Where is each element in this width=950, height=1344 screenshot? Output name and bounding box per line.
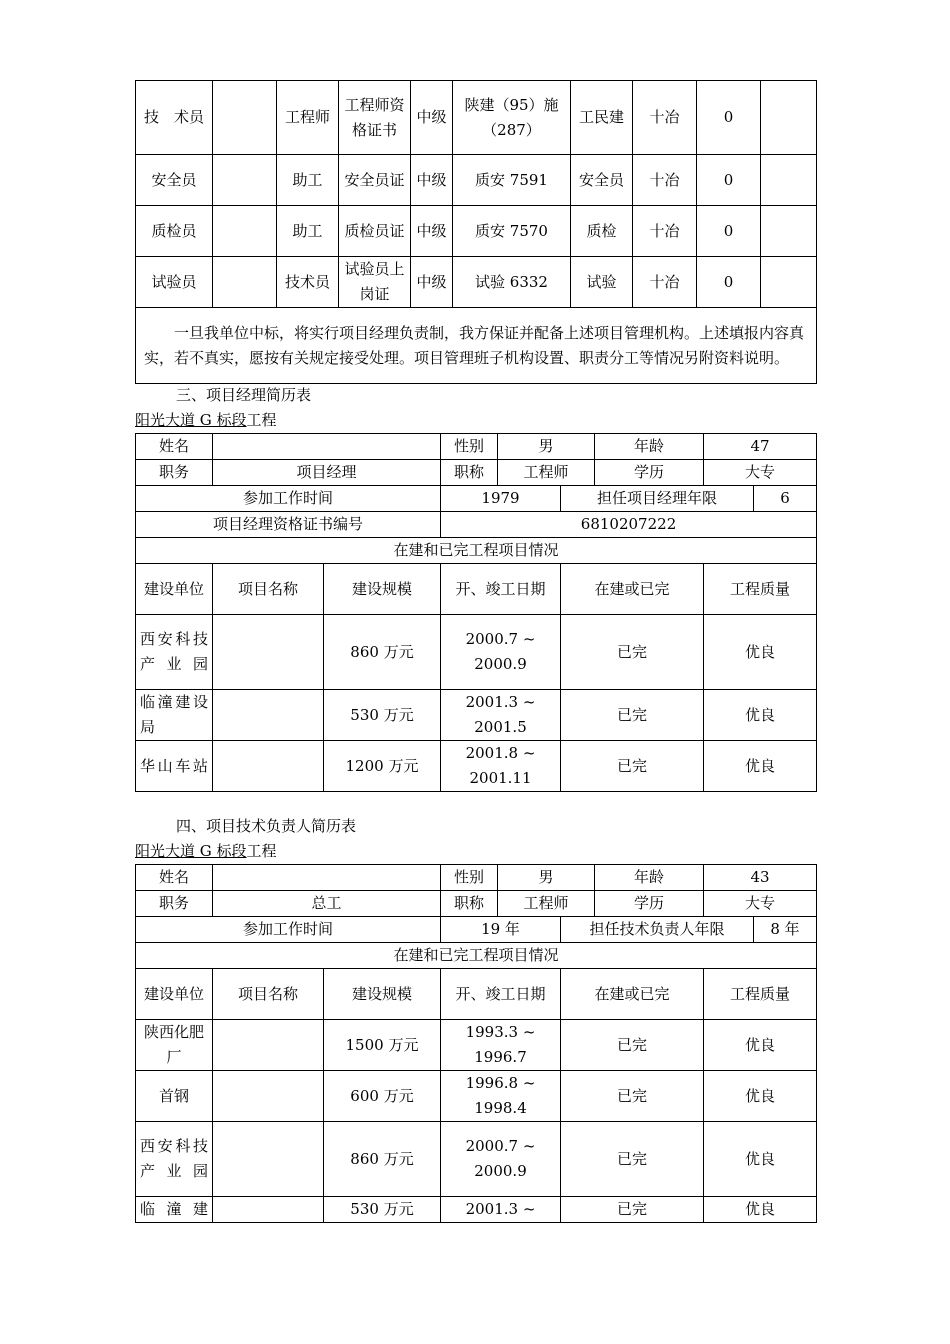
specialty-cell: 试验 — [571, 257, 633, 308]
name-label: 姓名 — [136, 865, 213, 891]
project-start: 2001.8 ~ — [465, 744, 536, 762]
age-label: 年龄 — [595, 434, 704, 460]
project-scale: 1500 万元 — [324, 1020, 441, 1071]
role-cell: 技 术员 — [136, 81, 213, 155]
section3-project-suffix: 工程 — [246, 411, 277, 429]
commitment-note: 一旦我单位中标，将实行项目经理负责制，我方保证并配备上述项目管理机构。上述填报内容真实，若不真实，愿按有关规定接受处理。项目管理班子机构设置、职责分工等情况另附资料说明。 — [136, 308, 817, 384]
pm-resume-table — [135, 433, 817, 792]
pm-years-label: 担任项目经理年限 — [561, 486, 754, 512]
gender-label: 性别 — [441, 434, 498, 460]
cert-no-cell: 陕建（95）施（287） — [453, 81, 571, 155]
project-dates — [441, 1020, 561, 1071]
project-quality: 优良 — [704, 1197, 817, 1223]
table-row — [136, 1071, 817, 1122]
table-row — [136, 741, 817, 792]
title-value: 工程师 — [498, 891, 595, 917]
project-status: 已完 — [561, 741, 704, 792]
project-dates — [441, 690, 561, 741]
education-value: 大专 — [704, 891, 817, 917]
name-cell — [213, 257, 277, 308]
project-status: 已完 — [561, 690, 704, 741]
level-cell: 中级 — [411, 81, 453, 155]
project-end: 2001.11 — [469, 769, 532, 787]
header-scale: 建设规模 — [324, 564, 441, 615]
level-cell: 中级 — [411, 206, 453, 257]
section3-project-line — [135, 408, 277, 433]
table-row — [136, 206, 817, 257]
unit-cell: 十冶 — [633, 155, 697, 206]
project-dates — [441, 1197, 561, 1223]
header-status: 在建或已完 — [561, 564, 704, 615]
header-dates: 开、竣工日期 — [441, 969, 561, 1020]
project-name — [213, 690, 324, 741]
table-row — [136, 81, 817, 155]
project-unit: 临潼建设局 — [136, 690, 213, 741]
gender-value: 男 — [498, 434, 595, 460]
project-unit: 西安科技产业园 — [136, 615, 213, 690]
name-cell — [213, 81, 277, 155]
project-start: 2000.7 ~ — [465, 630, 536, 648]
project-dates — [441, 1122, 561, 1197]
education-label: 学历 — [595, 460, 704, 486]
header-dates: 开、竣工日期 — [441, 564, 561, 615]
education-label: 学历 — [595, 891, 704, 917]
header-quality: 工程质量 — [704, 564, 817, 615]
project-scale: 530 万元 — [324, 1197, 441, 1223]
count-cell: 0 — [697, 155, 761, 206]
cert-no-cell: 试验 6332 — [453, 257, 571, 308]
project-name — [213, 1071, 324, 1122]
table-row — [136, 1197, 817, 1223]
work-start-label: 参加工作时间 — [136, 486, 441, 512]
name-value — [213, 434, 441, 460]
position-value: 项目经理 — [213, 460, 441, 486]
name-cell — [213, 155, 277, 206]
project-quality: 优良 — [704, 615, 817, 690]
header-unit: 建设单位 — [136, 564, 213, 615]
education-value: 大专 — [704, 460, 817, 486]
project-status: 已完 — [561, 1020, 704, 1071]
level-cell: 中级 — [411, 155, 453, 206]
title-label: 职称 — [441, 891, 498, 917]
project-unit: 西安科技产业园 — [136, 1122, 213, 1197]
project-unit: 华山车站 — [136, 741, 213, 792]
project-name — [213, 741, 324, 792]
project-name — [213, 1122, 324, 1197]
cert-no-value: 6810207222 — [441, 512, 817, 538]
header-scale: 建设规模 — [324, 969, 441, 1020]
name-cell — [213, 206, 277, 257]
table-row — [136, 308, 817, 384]
table-row — [136, 512, 817, 538]
section4-project-name: 阳光大道 G 标段 — [135, 842, 247, 860]
age-label: 年龄 — [595, 865, 704, 891]
role-cell: 试验员 — [136, 257, 213, 308]
level-cell: 中级 — [411, 257, 453, 308]
cert-no-label: 项目经理资格证书编号 — [136, 512, 441, 538]
title-value: 工程师 — [498, 460, 595, 486]
remark-cell — [761, 155, 817, 206]
remark-cell — [761, 81, 817, 155]
table-row — [136, 538, 817, 564]
unit-cell: 十冶 — [633, 257, 697, 308]
table-row — [136, 917, 817, 943]
section3-project-name: 阳光大道 G 标段 — [135, 411, 247, 429]
remark-cell — [761, 206, 817, 257]
project-scale: 1200 万元 — [324, 741, 441, 792]
project-name — [213, 1197, 324, 1223]
header-name: 项目名称 — [213, 564, 324, 615]
gender-label: 性别 — [441, 865, 498, 891]
projects-heading: 在建和已完工程项目情况 — [136, 538, 817, 564]
table-row — [136, 486, 817, 512]
age-value: 47 — [704, 434, 817, 460]
tech-years-value: 8 年 — [754, 917, 817, 943]
section4-project-line — [135, 839, 277, 864]
table-row — [136, 891, 817, 917]
project-status: 已完 — [561, 1071, 704, 1122]
position-label: 职务 — [136, 460, 213, 486]
project-start: 2001.3 ~ — [465, 1200, 536, 1218]
gender-value: 男 — [498, 865, 595, 891]
project-scale: 530 万元 — [324, 690, 441, 741]
tech-years-label: 担任技术负责人年限 — [561, 917, 754, 943]
title-cell: 助工 — [277, 206, 339, 257]
project-start: 1996.8 ~ — [465, 1074, 536, 1092]
header-name: 项目名称 — [213, 969, 324, 1020]
cert-cell: 质检员证 — [339, 206, 411, 257]
project-scale: 860 万元 — [324, 1122, 441, 1197]
table-row — [136, 615, 817, 690]
work-start-value: 19 年 — [441, 917, 561, 943]
cert-no-cell: 质安 7591 — [453, 155, 571, 206]
table-row — [136, 943, 817, 969]
cert-cell: 安全员证 — [339, 155, 411, 206]
cert-no-cell: 质安 7570 — [453, 206, 571, 257]
project-quality: 优良 — [704, 1071, 817, 1122]
header-status: 在建或已完 — [561, 969, 704, 1020]
section4-project-suffix: 工程 — [246, 842, 277, 860]
specialty-cell: 安全员 — [571, 155, 633, 206]
project-end: 2000.9 — [474, 1162, 527, 1180]
project-start: 1993.3 ~ — [465, 1023, 536, 1041]
role-cell: 质检员 — [136, 206, 213, 257]
title-label: 职称 — [441, 460, 498, 486]
project-quality: 优良 — [704, 741, 817, 792]
table-row — [136, 690, 817, 741]
project-quality: 优良 — [704, 690, 817, 741]
project-quality: 优良 — [704, 1122, 817, 1197]
staff-table — [135, 80, 817, 384]
project-scale: 600 万元 — [324, 1071, 441, 1122]
unit-cell: 十冶 — [633, 206, 697, 257]
project-unit: 首钢 — [136, 1071, 213, 1122]
cert-cell: 工程师资格证书 — [339, 81, 411, 155]
table-row — [136, 865, 817, 891]
project-scale: 860 万元 — [324, 615, 441, 690]
position-label: 职务 — [136, 891, 213, 917]
count-cell: 0 — [697, 257, 761, 308]
unit-cell: 十冶 — [633, 81, 697, 155]
work-start-value: 1979 — [441, 486, 561, 512]
table-header-row — [136, 564, 817, 615]
project-start: 2001.3 ~ — [465, 693, 536, 711]
section3-heading: 三、项目经理简历表 — [176, 386, 312, 404]
project-dates — [441, 615, 561, 690]
project-start: 2000.7 ~ — [465, 1137, 536, 1155]
header-quality: 工程质量 — [704, 969, 817, 1020]
project-unit: 临潼建 — [136, 1197, 213, 1223]
title-cell: 工程师 — [277, 81, 339, 155]
table-row — [136, 1020, 817, 1071]
tech-lead-resume-table — [135, 864, 817, 1223]
project-status: 已完 — [561, 1197, 704, 1223]
projects-heading: 在建和已完工程项目情况 — [136, 943, 817, 969]
project-status: 已完 — [561, 615, 704, 690]
title-cell: 助工 — [277, 155, 339, 206]
project-name — [213, 1020, 324, 1071]
table-row — [136, 155, 817, 206]
specialty-cell: 工民建 — [571, 81, 633, 155]
project-end: 1998.4 — [474, 1099, 527, 1117]
name-value — [213, 865, 441, 891]
cert-cell: 试验员上岗证 — [339, 257, 411, 308]
table-row — [136, 1122, 817, 1197]
project-status: 已完 — [561, 1122, 704, 1197]
table-row — [136, 257, 817, 308]
project-name — [213, 615, 324, 690]
count-cell: 0 — [697, 206, 761, 257]
project-unit: 陕西化肥厂 — [136, 1020, 213, 1071]
specialty-cell: 质检 — [571, 206, 633, 257]
pm-years-value: 6 — [754, 486, 817, 512]
project-quality: 优良 — [704, 1020, 817, 1071]
section4-heading: 四、项目技术负责人简历表 — [176, 817, 357, 835]
table-row — [136, 460, 817, 486]
count-cell: 0 — [697, 81, 761, 155]
header-unit: 建设单位 — [136, 969, 213, 1020]
project-end: 2001.5 — [474, 718, 527, 736]
name-label: 姓名 — [136, 434, 213, 460]
remark-cell — [761, 257, 817, 308]
project-end: 2000.9 — [474, 655, 527, 673]
project-end: 1996.7 — [474, 1048, 527, 1066]
title-cell: 技术员 — [277, 257, 339, 308]
project-dates — [441, 741, 561, 792]
position-value: 总工 — [213, 891, 441, 917]
age-value: 43 — [704, 865, 817, 891]
table-header-row — [136, 969, 817, 1020]
project-dates — [441, 1071, 561, 1122]
table-row — [136, 434, 817, 460]
role-cell: 安全员 — [136, 155, 213, 206]
work-start-label: 参加工作时间 — [136, 917, 441, 943]
